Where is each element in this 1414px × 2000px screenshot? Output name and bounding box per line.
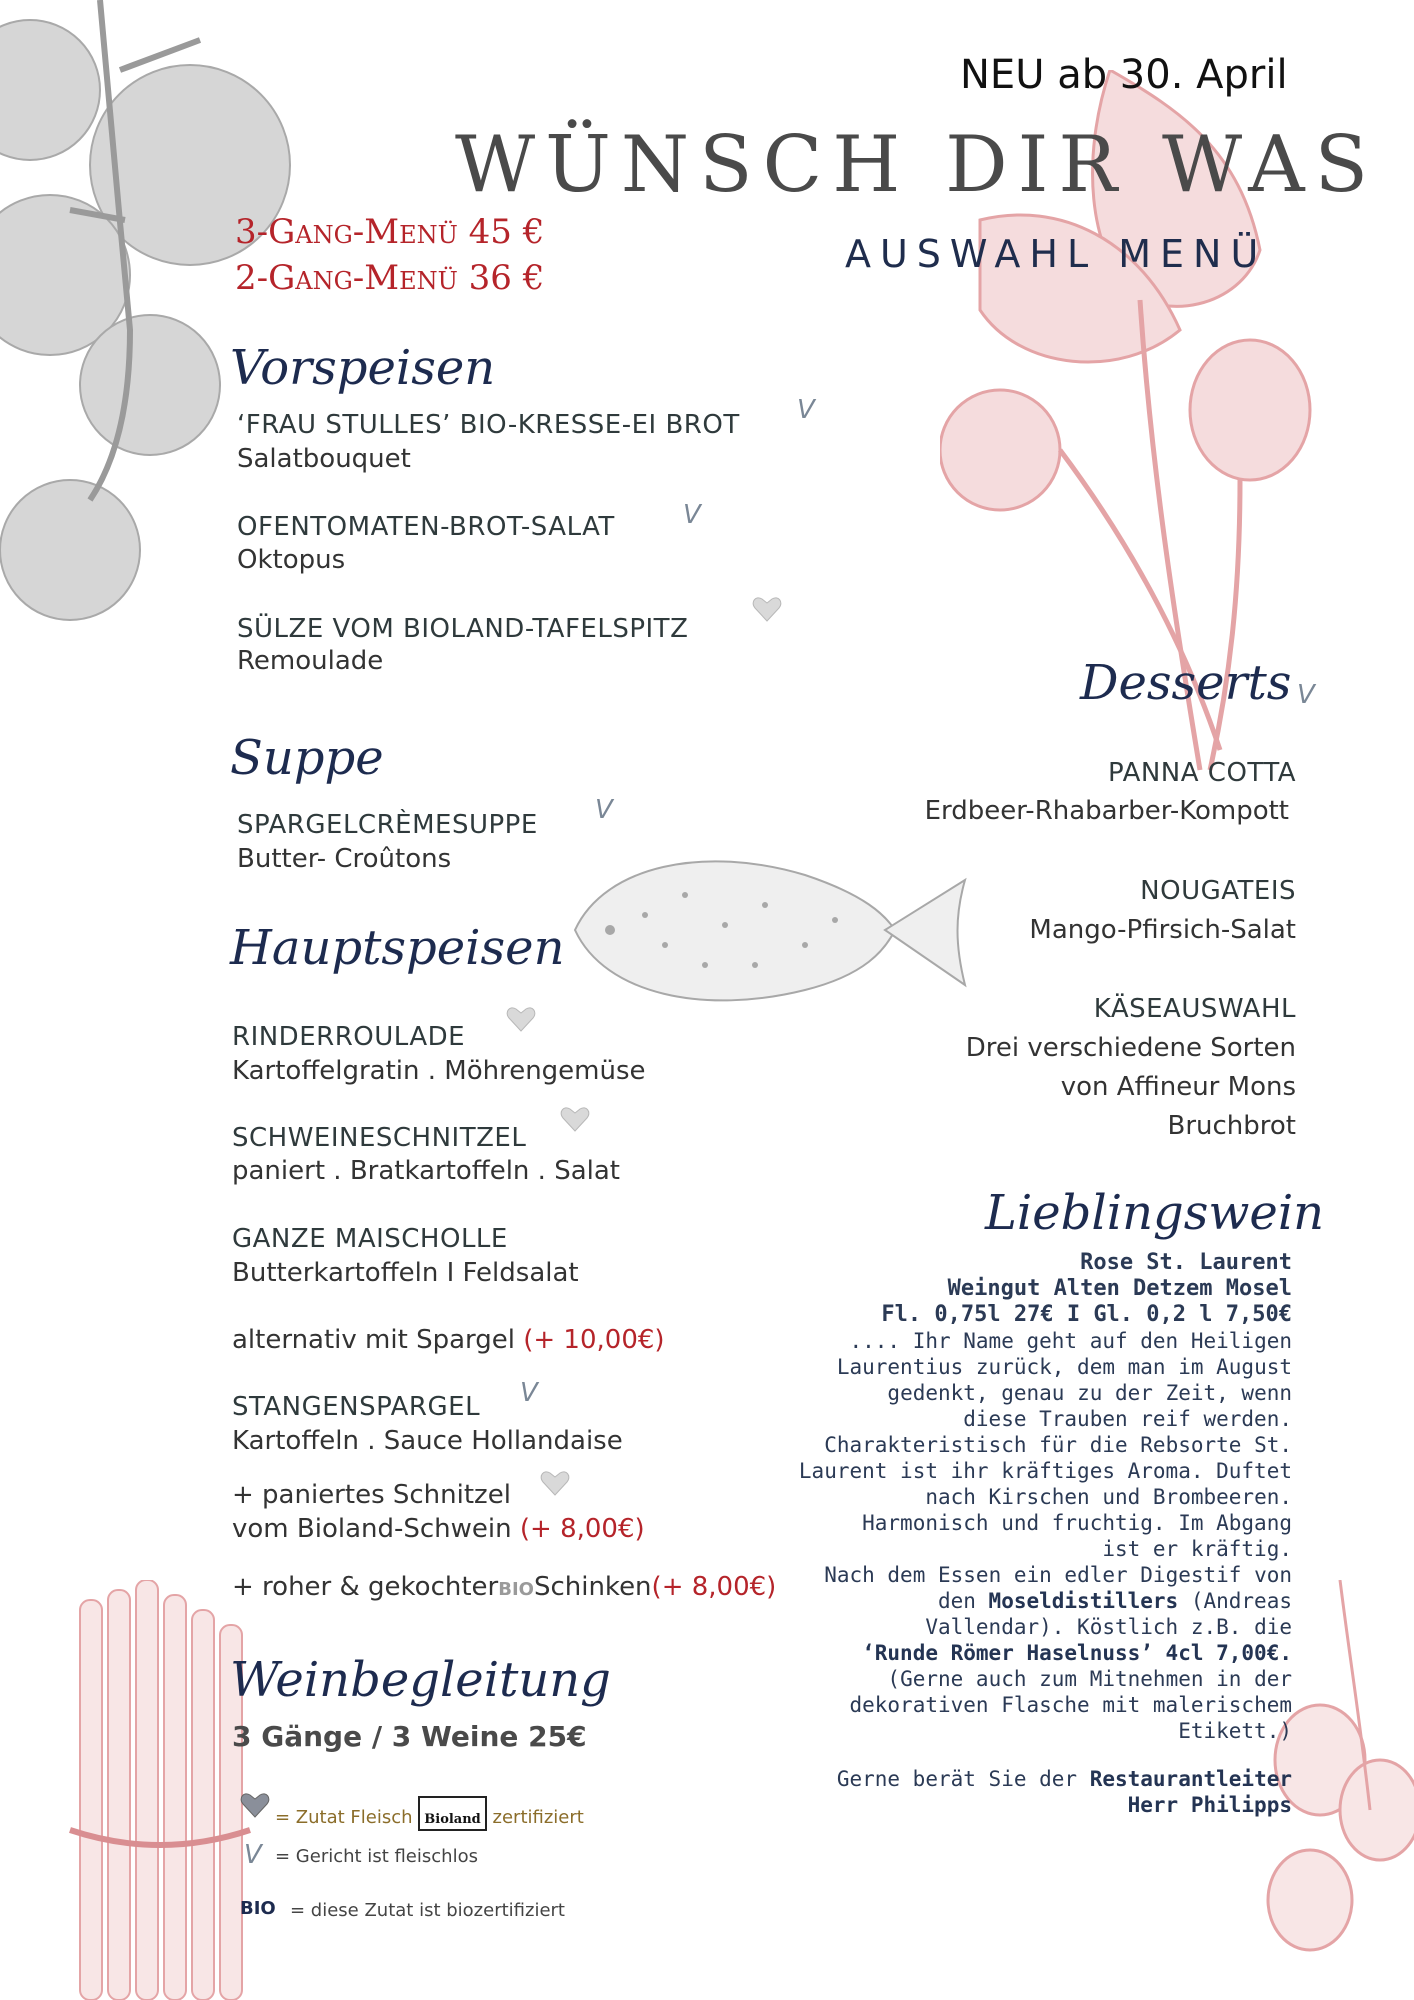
dish-name: RINDERROULADE (232, 1022, 466, 1052)
addon-schnitzel-line1: + paniertes Schnitzel (232, 1480, 511, 1510)
dish-name: GANZE MAISCHOLLE (232, 1224, 508, 1254)
addon-schinken (232, 1572, 776, 1602)
vegetarian-icon: V (244, 1840, 262, 1870)
section-heading-weinbegleitung: Weinbegleitung (230, 1652, 611, 1708)
page-title: WÜNSCH DIR WAS (455, 120, 1379, 210)
addon-schnitzel-text: vom Bioland-Schwein (232, 1514, 512, 1544)
asparagus-illustration (60, 1580, 260, 2000)
wine-text-line: .... Ihr Name geht auf den Heiligen (849, 1329, 1292, 1353)
alternative-text: alternativ mit Spargel (232, 1325, 515, 1355)
vegetarian-icon: V (797, 395, 815, 425)
dish-description: Kartoffeln . Sauce Hollandaise (232, 1426, 623, 1456)
dish-description: paniert . Bratkartoffeln . Salat (232, 1156, 620, 1186)
digestif-line (732, 1640, 1292, 1666)
digestif-line (732, 1588, 1292, 1614)
wine-text-line: gedenkt, genau zu der Zeit, wenn (887, 1381, 1292, 1405)
wine-prices: Fl. 0,75l 27€ I Gl. 0,2 l 7,50€ (881, 1302, 1292, 1327)
section-heading-lieblingswein: Lieblingswein (985, 1185, 1325, 1241)
addon-schnitzel-line2 (232, 1514, 645, 1544)
section-heading-desserts: Desserts (1080, 655, 1292, 711)
fish-illustration (565, 835, 985, 1035)
price-3-course: 3-Gang-Menü 45 € (235, 212, 545, 252)
legend-meat (275, 1796, 584, 1831)
dish-description: Butterkartoffeln I Feldsalat (232, 1258, 579, 1288)
dish-description: Mango-Pfirsich-Salat (1029, 915, 1296, 945)
price-2-course: 2-Gang-Menü 36 € (235, 258, 545, 298)
dish-name: OFENTOMATEN-BROT-SALAT (237, 512, 615, 542)
wine-text-line: nach Kirschen und Brombeeren. (925, 1485, 1292, 1509)
bio-logo-icon: BIO (240, 1898, 276, 1919)
advice-line (732, 1792, 1292, 1818)
vegetarian-icon: V (595, 795, 613, 825)
legend-meat-suffix: zertifiziert (492, 1807, 584, 1828)
wine-name: Rose St. Laurent (1080, 1250, 1292, 1275)
digestif-line: dekorativen Flasche mit malerischem (849, 1693, 1292, 1717)
tomato-illustration (0, 0, 310, 640)
winery-name: Weingut Alten Detzem Mosel (947, 1276, 1292, 1301)
section-heading-vorspeisen: Vorspeisen (230, 340, 496, 396)
wine-text-line: Harmonisch und fruchtig. Im Abgang (862, 1511, 1292, 1535)
alternative-option (232, 1325, 665, 1355)
bioland-heart-icon (752, 596, 782, 622)
wine-text-line: Laurentius zurück, dem man im August (836, 1355, 1292, 1379)
digestif-line: Vallendar). Köstlich z.B. die (925, 1615, 1292, 1639)
wine-text-line: diese Trauben reif werden. (963, 1407, 1292, 1431)
vegetarian-icon: V (683, 500, 701, 530)
dish-description: Kartoffelgratin . Möhrengemüse (232, 1056, 646, 1086)
addon-schnitzel-price: (+ 8,00€) (519, 1514, 645, 1544)
legend-bio: = diese Zutat ist biozertifiziert (290, 1900, 565, 1921)
distillery-name: Moseldistillers (988, 1589, 1179, 1613)
wine-description-block (732, 1250, 1292, 1818)
bioland-heart-icon (240, 1792, 270, 1818)
dish-name: ‘FRAU STULLES’ BIO-KRESSE-EI BROT (237, 410, 740, 440)
bioland-logo: Bioland (418, 1796, 487, 1831)
dish-name: KÄSEAUSWAHL (1093, 994, 1296, 1024)
vegetarian-icon: V (520, 1378, 538, 1408)
digestif-text: den (937, 1589, 989, 1613)
digestif-line: Nach dem Essen ein edler Digestif von (824, 1563, 1292, 1587)
dish-name: STANGENSPARGEL (232, 1392, 481, 1422)
dish-description: Oktopus (237, 545, 346, 575)
legend-vegetarian: = Gericht ist fleischlos (275, 1846, 478, 1867)
dish-description: Drei verschiedene Sorten (965, 1033, 1296, 1063)
bioland-heart-icon (560, 1106, 590, 1132)
dish-description: Remoulade (237, 646, 384, 676)
dish-description: Bruchbrot (1167, 1111, 1296, 1141)
bioland-heart-icon (506, 1006, 536, 1032)
addon-schinken-prefix: + roher & gekochter (232, 1572, 499, 1602)
wine-pairing-offer: 3 Gänge / 3 Weine 25€ (232, 1720, 587, 1753)
dish-description: Butter- Croûtons (237, 844, 452, 874)
page-subtitle: AUSWAHL MENÜ (845, 232, 1268, 276)
advice-text: Gerne berät Sie der (836, 1767, 1090, 1791)
advice-line (732, 1766, 1292, 1792)
advice-person: Herr Philipps (1127, 1793, 1292, 1817)
date-note: NEU ab 30. April (960, 52, 1288, 98)
dish-description: Erdbeer-Rhabarber-Kompott (924, 796, 1289, 826)
addon-schinken-suffix: Schinken (533, 1572, 652, 1602)
alternative-price: (+ 10,00€) (523, 1325, 665, 1355)
wine-text-line: Laurent ist ihr kräftiges Aroma. Duftet (798, 1459, 1292, 1483)
addon-schinken-price: (+ 8,00€) (651, 1572, 777, 1602)
dish-name: SCHWEINESCHNITZEL (232, 1123, 527, 1153)
bioland-heart-icon (540, 1470, 570, 1496)
wine-text-line: Charakteristisch für die Rebsorte St. (824, 1433, 1292, 1457)
dish-name: SPARGELCRÈMESUPPE (237, 810, 538, 840)
digestif-text: (Andreas (1178, 1589, 1292, 1613)
section-heading-suppe: Suppe (230, 730, 384, 786)
dish-name: SÜLZE VOM BIOLAND-TAFELSPITZ (237, 614, 689, 644)
legend-meat-text: = Zutat Fleisch (275, 1807, 413, 1828)
dish-name: PANNA COTTA (1108, 758, 1296, 788)
dish-description: von Affineur Mons (1060, 1072, 1296, 1102)
digestif-line: Etikett.) (1178, 1719, 1292, 1743)
dish-name: NOUGATEIS (1140, 876, 1296, 906)
section-heading-hauptspeisen: Hauptspeisen (230, 920, 565, 976)
digestif-line: (Gerne auch zum Mitnehmen in der (887, 1667, 1292, 1691)
bio-logo-icon: BIO (498, 1579, 534, 1600)
vegetarian-icon: V (1297, 680, 1315, 710)
wine-text-line: ist er kräftig. (1102, 1537, 1292, 1561)
advice-role: Restaurantleiter (1089, 1767, 1292, 1791)
dish-description: Salatbouquet (237, 444, 411, 474)
digestif-product: ‘Runde Römer Haselnuss’ 4cl 7,00€. (862, 1641, 1292, 1665)
